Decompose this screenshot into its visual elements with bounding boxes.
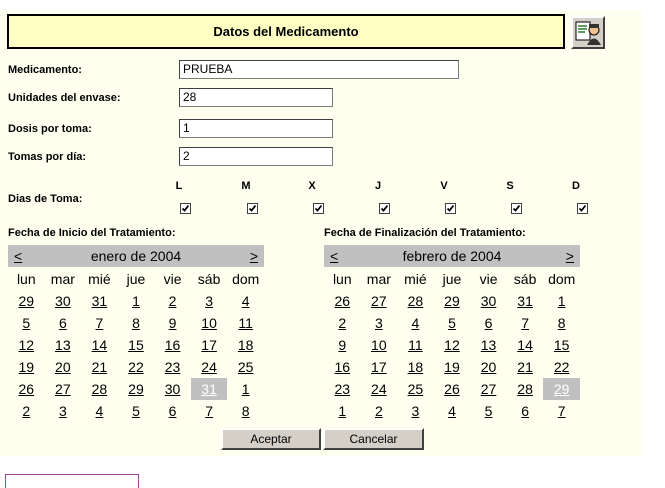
calendar-day[interactable]: 19	[444, 359, 460, 375]
page-title	[7, 14, 565, 49]
calendar-week-row	[8, 356, 264, 378]
day-column	[236, 180, 256, 192]
calendar-day[interactable]: 14	[517, 337, 533, 353]
calendar-day-selected[interactable]: 31	[191, 378, 228, 400]
calendar-day[interactable]: 3	[374, 315, 383, 331]
calendar-day[interactable]: 13	[55, 337, 71, 353]
calendar-week-row	[8, 400, 264, 422]
weekday-label: mié	[404, 271, 427, 287]
calendar-day[interactable]: 12	[18, 337, 35, 353]
calendar-day[interactable]: 15	[128, 337, 144, 353]
check-icon	[181, 204, 190, 213]
calendar-day[interactable]: 2	[338, 315, 347, 331]
calendar-day[interactable]: 27	[480, 381, 497, 397]
calendar-day[interactable]: 26	[334, 293, 351, 309]
weekday-header-row	[8, 268, 264, 290]
day-letter: V	[440, 180, 448, 192]
weekday-label: lun	[16, 271, 36, 287]
calendar-day[interactable]: 7	[557, 403, 566, 419]
calendar-week-row	[324, 400, 580, 422]
calendar-day[interactable]: 24	[201, 359, 217, 375]
day-checkbox[interactable]	[247, 203, 258, 214]
day-checkbox[interactable]	[313, 203, 324, 214]
calendar-day[interactable]: 5	[484, 403, 493, 419]
calendar-week-row	[324, 356, 580, 378]
day-letter: J	[374, 180, 382, 192]
dosis-label: Dosis por toma:	[8, 123, 92, 135]
day-letter: S	[506, 180, 514, 192]
calendar-week-row	[324, 334, 580, 356]
dias-label: Dias de Toma:	[8, 193, 83, 205]
calendar-day[interactable]: 9	[168, 315, 177, 331]
end-calendar	[324, 245, 580, 422]
day-column	[500, 180, 520, 192]
calendar-day[interactable]: 17	[201, 337, 217, 353]
calendar-day[interactable]: 5	[448, 315, 456, 331]
check-icon	[314, 204, 323, 213]
calendar-week-row	[8, 378, 264, 400]
calendar-day[interactable]: 5	[132, 403, 140, 419]
help-button[interactable]	[571, 16, 605, 49]
check-icon	[578, 204, 587, 213]
calendar-day[interactable]: 16	[164, 337, 181, 353]
end-calendar-header	[324, 245, 580, 267]
day-letter: M	[241, 180, 251, 192]
weekday-label: lun	[332, 271, 352, 287]
calendar-day[interactable]: 19	[18, 359, 35, 375]
calendar-day[interactable]: 3	[58, 403, 67, 419]
calendar-day[interactable]: 31	[91, 293, 108, 309]
end-date-label: Fecha de Finalización del Tratamiento:	[324, 227, 526, 239]
dosis-field[interactable]: 1	[179, 119, 333, 138]
end-calendar-grid	[324, 268, 580, 422]
check-icon	[512, 204, 521, 213]
check-icon	[380, 204, 389, 213]
calendar-day[interactable]: 20	[55, 359, 71, 375]
help-person-icon	[573, 18, 603, 47]
day-checkbox[interactable]	[379, 203, 390, 214]
calendar-day[interactable]: 29	[444, 293, 460, 309]
calendar-day[interactable]: 6	[484, 315, 493, 331]
day-letter: X	[308, 180, 316, 192]
calendar-day[interactable]: 11	[238, 315, 253, 331]
calendar-day[interactable]: 26	[444, 381, 460, 397]
calendar-day[interactable]: 27	[55, 381, 71, 397]
calendar-day[interactable]: 28	[407, 293, 424, 309]
calendar-day[interactable]: 8	[557, 315, 566, 331]
cancel-button[interactable]: Cancelar	[323, 428, 424, 450]
calendar-day[interactable]: 20	[480, 359, 497, 375]
day-letter: L	[175, 180, 183, 192]
calendar-week-row	[324, 312, 580, 334]
calendar-week-row	[324, 378, 580, 400]
calendar-day[interactable]: 18	[237, 337, 254, 353]
start-calendar-header	[8, 245, 264, 267]
check-icon	[248, 204, 257, 213]
calendar-day[interactable]: 30	[55, 293, 71, 309]
calendar-day[interactable]: 1	[338, 403, 347, 419]
calendar-day[interactable]: 2	[374, 403, 383, 419]
weekday-label: jue	[442, 271, 462, 287]
unidades-field[interactable]: 28	[179, 88, 333, 107]
calendar-day[interactable]: 3	[205, 293, 213, 309]
calendar-day[interactable]: 30	[164, 381, 181, 397]
calendar-day[interactable]: 3	[411, 403, 420, 419]
weekday-label: mié	[88, 271, 111, 287]
day-checkbox[interactable]	[511, 203, 522, 214]
calendar-day[interactable]: 1	[557, 293, 566, 309]
calendar-day[interactable]: 6	[168, 403, 177, 419]
day-checkbox[interactable]	[445, 203, 456, 214]
logo-frame	[5, 474, 139, 488]
calendar-day[interactable]: 7	[95, 315, 104, 331]
calendar-week-row	[8, 334, 264, 356]
calendar-day[interactable]: 1	[241, 381, 250, 397]
calendar-day[interactable]: 28	[517, 381, 533, 397]
start-calendar-grid	[8, 268, 264, 422]
end-prev-month-link[interactable]: <	[330, 248, 339, 264]
calendar-day[interactable]: 21	[517, 359, 533, 375]
calendar-day[interactable]: 8	[132, 315, 140, 331]
medicamento-field[interactable]: PRUEBA	[179, 60, 459, 79]
tomas-label: Tomas por día:	[8, 151, 87, 163]
calendar-day[interactable]: 25	[407, 381, 424, 397]
calendar-day[interactable]: 4	[448, 403, 456, 419]
calendar-day[interactable]: 4	[411, 315, 420, 331]
day-column	[434, 180, 454, 192]
calendar-day[interactable]: 28	[91, 381, 108, 397]
calendar-day[interactable]: 8	[241, 403, 250, 419]
start-prev-month-link[interactable]: <	[14, 248, 23, 264]
calendar-day[interactable]: 27	[371, 293, 387, 309]
calendar-week-row	[324, 290, 580, 312]
calendar-day[interactable]: 1	[132, 293, 140, 309]
calendar-day-selected[interactable]: 29	[543, 378, 580, 400]
start-calendar	[8, 245, 264, 422]
start-month-title: enero de 2004	[90, 248, 182, 264]
weekday-label: dom	[548, 271, 576, 287]
day-checkbox[interactable]	[577, 203, 588, 214]
calendar-day[interactable]: 6	[521, 403, 529, 419]
calendar-day[interactable]: 29	[18, 293, 35, 309]
calendar-day[interactable]: 11	[408, 337, 423, 353]
weekday-label: vie	[163, 271, 182, 287]
calendar-day[interactable]: 26	[18, 381, 35, 397]
calendar-day[interactable]: 29	[128, 381, 144, 397]
calendar-day[interactable]: 18	[407, 359, 424, 375]
calendar-day[interactable]: 17	[371, 359, 387, 375]
calendar-day[interactable]: 15	[553, 337, 570, 353]
calendar-day[interactable]: 16	[334, 359, 351, 375]
weekday-label: dom	[232, 271, 260, 287]
calendar-day[interactable]: 7	[205, 403, 213, 419]
end-month-title: febrero de 2004	[402, 248, 502, 264]
page-title-text: Datos del Medicamento	[213, 24, 359, 39]
start-date-label: Fecha de Inicio del Tratamiento:	[8, 227, 176, 239]
calendar-day[interactable]: 24	[371, 381, 387, 397]
calendar-day[interactable]: 30	[480, 293, 497, 309]
weekday-label: sáb	[197, 271, 221, 287]
day-column	[368, 180, 388, 192]
calendar-day[interactable]: 2	[22, 403, 31, 419]
accept-button[interactable]: Aceptar	[221, 428, 321, 450]
calendar-day[interactable]: 6	[58, 315, 67, 331]
calendar-day[interactable]: 4	[241, 293, 250, 309]
calendar-day[interactable]: 10	[371, 337, 387, 353]
calendar-day[interactable]: 23	[164, 359, 181, 375]
check-icon	[446, 204, 455, 213]
weekday-label: mar	[366, 271, 391, 287]
weekday-label: vie	[479, 271, 498, 287]
weekday-header-row	[324, 268, 580, 290]
day-column	[302, 180, 322, 192]
calendar-day[interactable]: 22	[128, 359, 144, 375]
calendar-day[interactable]: 9	[338, 337, 347, 353]
calendar-day[interactable]: 23	[334, 381, 351, 397]
calendar-day[interactable]: 14	[91, 337, 108, 353]
day-checkbox[interactable]	[180, 203, 191, 214]
calendar-day[interactable]: 5	[22, 315, 31, 331]
medicamento-label: Medicamento:	[8, 64, 82, 76]
calendar-week-row	[8, 290, 264, 312]
day-column	[566, 180, 586, 192]
calendar-day[interactable]: 25	[237, 359, 254, 375]
calendar-day[interactable]: 12	[444, 337, 460, 353]
calendar-day[interactable]: 4	[95, 403, 104, 419]
calendar-day[interactable]: 10	[201, 315, 217, 331]
weekday-label: jue	[126, 271, 146, 287]
weekday-label: sáb	[513, 271, 537, 287]
weekday-label: mar	[50, 271, 75, 287]
day-column	[169, 180, 189, 192]
end-next-month-link[interactable]: >	[565, 248, 574, 264]
start-next-month-link[interactable]: >	[249, 248, 258, 264]
calendar-day[interactable]: 2	[168, 293, 177, 309]
calendar-day[interactable]: 13	[480, 337, 497, 353]
calendar-day[interactable]: 21	[91, 359, 108, 375]
calendar-day[interactable]: 22	[553, 359, 570, 375]
day-letter: D	[572, 180, 580, 192]
unidades-label: Unidades del envase:	[8, 92, 121, 104]
calendar-day[interactable]: 31	[517, 293, 533, 309]
calendar-week-row	[8, 312, 264, 334]
tomas-field[interactable]: 2	[179, 147, 333, 166]
calendar-day[interactable]: 7	[521, 315, 529, 331]
